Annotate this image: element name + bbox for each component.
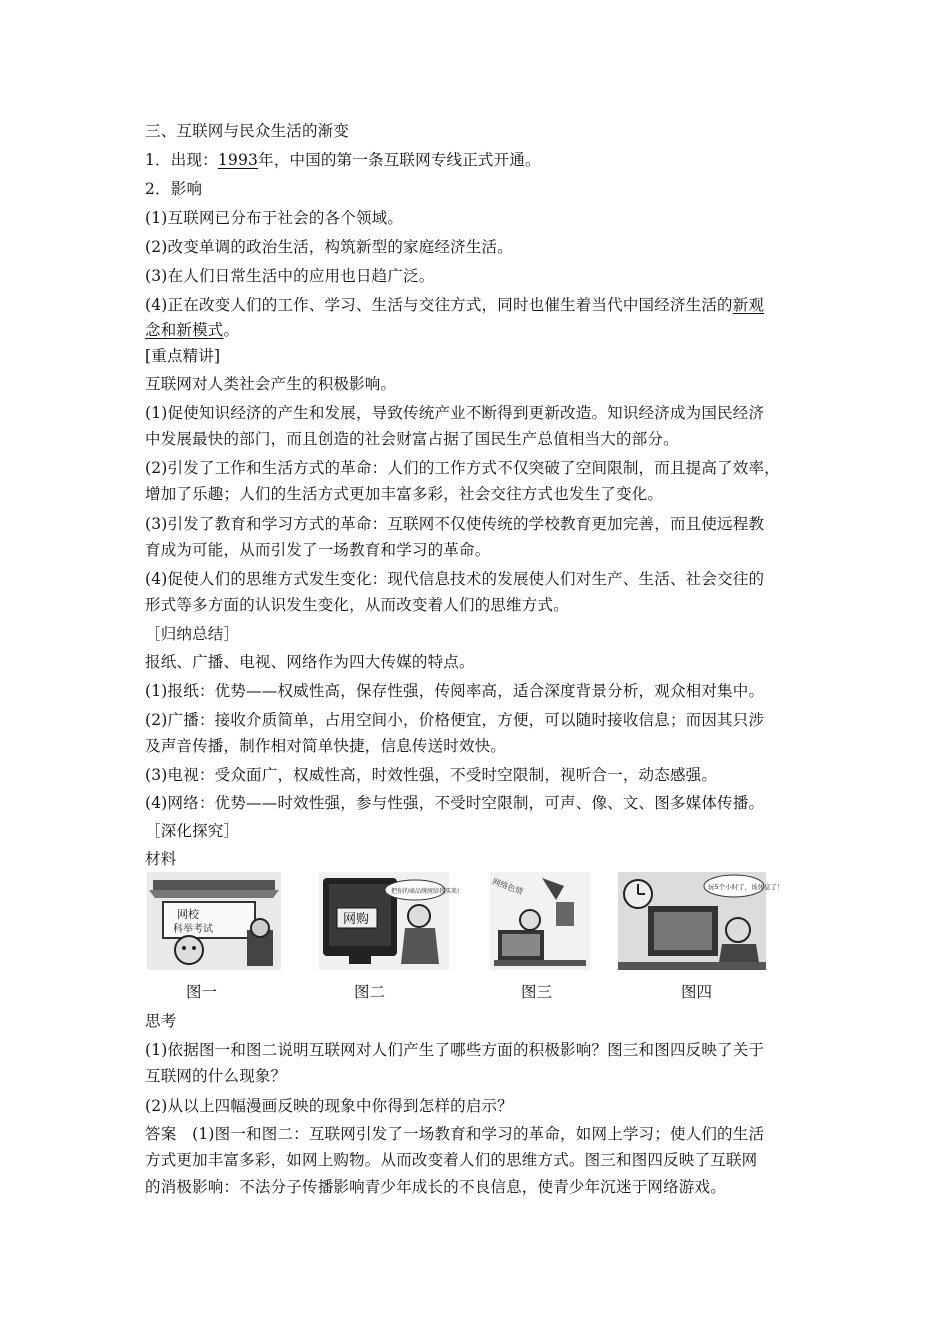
figure-4-caption: 图四 — [681, 983, 713, 1001]
summary-line: (2)广播：接收介质简单，占用空间小，价格便宜，方便，可以随时接收信息；而因其只涉 — [145, 711, 765, 729]
cartoon-figure-3 — [490, 872, 590, 970]
key-point-line: 育成为可能，从而引发了一场教育和学习的革命。 — [145, 541, 491, 559]
key-point-line: (2)引发了工作和生活方式的革命：人们的工作方式不仅突破了空间限制，而且提高了效率， — [145, 459, 780, 477]
key-point-line: (3)引发了教育和学习方式的革命：互联网不仅使传统的学校教育更加完善，而且使远程教 — [145, 515, 765, 533]
key-points-heading: [重点精讲] — [145, 347, 221, 365]
cartoon-4-illustration — [618, 872, 784, 970]
cartoon-3-illustration — [490, 872, 590, 970]
key-point-line: (1)促使知识经济的产生和发展，导致传统产业不断得到更新改造。知识经济成为国民经济 — [145, 404, 765, 422]
cartoon-2-bubble: 把你的商品统统给我买来! — [391, 888, 460, 895]
cartoon-figure-1 — [147, 872, 281, 970]
item-1-emergence: 1．出现：1993年，中国的第一条互联网专线正式开通。 — [145, 151, 541, 169]
summary-line: (4)网络：优势——时效性强，参与性强，不受时空限制，可声、像、文、图多媒体传播。 — [145, 794, 765, 812]
cartoon-2-illustration — [319, 872, 460, 970]
item-2-title: 2．影响 — [145, 180, 203, 198]
answer-line: 方式更加丰富多彩，如网上购物。从而改变着人们的思维方式。图三和图四反映了互联网 — [145, 1151, 758, 1169]
figure-3-caption: 图三 — [521, 983, 553, 1001]
summary-line: (3)电视：受众面广，权威性高，时效性强，不受时空限制，视听合一，动态感强。 — [145, 766, 718, 784]
figure-1-caption: 图一 — [186, 983, 218, 1001]
key-point-line: 增加了乐趣；人们的生活方式更加丰富多彩，社会交往方式也发生了变化。 — [145, 485, 664, 503]
answer-line: 的消极影响：不法分子传播影响青少年成长的不良信息，使青少年沉迷于网络游戏。 — [145, 1178, 726, 1196]
key-point-line: (4)促使人们的思维方式发生变化：现代信息技术的发展使人们对生产、生活、社会交往的 — [145, 570, 765, 588]
explore-heading: ［深化探究］ — [145, 822, 240, 840]
think-label: 思考 — [145, 1012, 177, 1030]
question-line: 互联网的什么现象？ — [145, 1067, 287, 1085]
cartoon-1-illustration — [147, 872, 281, 970]
question-line: (1)依据图一和图二说明互联网对人们产生了哪些方面的积极影响？图三和图四反映了关于 — [145, 1041, 765, 1059]
impact-3: (3)在人们日常生活中的应用也日趋广泛。 — [145, 267, 435, 285]
impact-2: (2)改变单调的政治生活，构筑新型的家庭经济生活。 — [145, 238, 513, 256]
summary-line: (1)报纸：优势——权威性高，保存性强，传阅率高，适合深度背景分析，观众相对集中。 — [145, 682, 765, 700]
year-underlined: 1993 — [217, 151, 259, 169]
key-point-line: 中发展最快的部门，而且创造的社会财富占据了国民生产总值相当大的部分。 — [145, 430, 679, 448]
cartoon-2-sign-text: 网购 — [343, 912, 370, 927]
material-label: 材料 — [145, 850, 177, 868]
section-title: 三、互联网与民众生活的渐变 — [145, 122, 350, 140]
cartoon-3-sign-text: 网络色情 — [491, 877, 525, 897]
summary-intro: 报纸、广播、电视、网络作为四大传媒的特点。 — [145, 653, 475, 671]
cartoon-figure-4 — [618, 872, 784, 970]
summary-heading: ［归纳总结］ — [145, 625, 240, 643]
impact-1: (1)互联网已分布于社会的各个领域。 — [145, 209, 404, 227]
impact-4-line-2: 念和新模式。 — [145, 321, 240, 339]
key-points-intro: 互联网对人类社会产生的积极影响。 — [145, 375, 397, 393]
summary-line: 及声音传播，制作相对简单快捷，信息传送时效快。 — [145, 737, 507, 755]
question-line: (2)从以上四幅漫画反映的现象中你得到怎样的启示？ — [145, 1097, 513, 1115]
impact-4-line-1: (4)正在改变人们的工作、学习、生活与交往方式，同时也催生着当代中国经济生活的新观 — [145, 296, 765, 314]
key-point-line: 形式等多方面的认识发生变化，从而改变着人们的思维方式。 — [145, 596, 569, 614]
svg-text:科举考试: 科举考试 — [173, 924, 213, 935]
cartoon-4-bubble: 玩5个小时了，该休息了！ — [708, 883, 784, 891]
cartoon-1-sign-text: 网校 — [177, 908, 199, 921]
answer-line: 答案 (1)图一和图二：互联网引发了一场教育和学习的革命，如网上学习；使人们的生活 — [145, 1125, 765, 1143]
figure-2-caption: 图二 — [354, 983, 386, 1001]
cartoon-figure-2 — [319, 872, 460, 970]
